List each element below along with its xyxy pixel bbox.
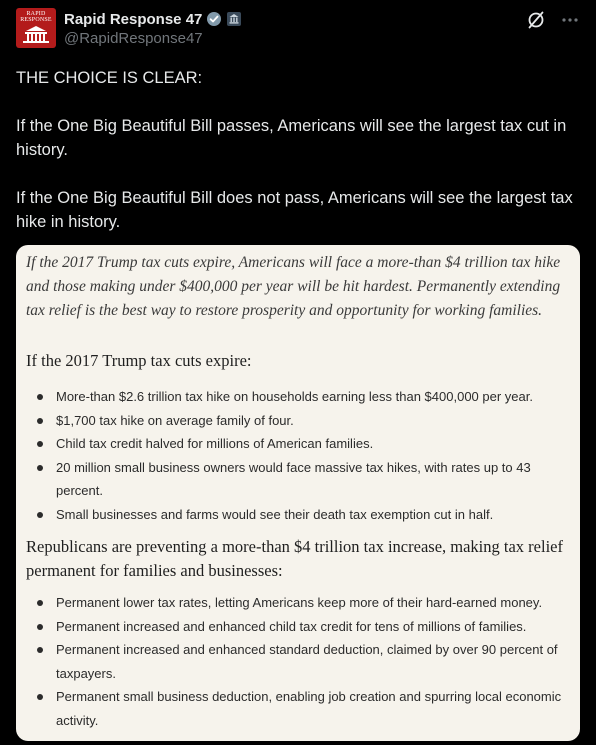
list-item: Child tax credit halved for millions of American families. [34, 432, 574, 456]
post-paragraph: If the One Big Beautiful Bill does not pass, Americans will see the largest tax hike in history. [16, 189, 573, 231]
expire-bullet-list [34, 385, 574, 526]
media-heading-expire: If the 2017 Trump tax cuts expire: [26, 351, 252, 370]
list-item: 20 million small business owners would face massive tax hikes, with rates up to 43 percent. [34, 456, 574, 503]
list-item: Small businesses and farms would see their death tax exemption cut in half. [34, 503, 574, 527]
list-item: $1,700 tax hike on average family of four. [34, 409, 574, 433]
list-item: Permanent increased and enhanced standard deduction, claimed by over 90 percent of taxpayers. [34, 638, 574, 685]
author-handle[interactable]: @RapidResponse47 [64, 30, 203, 47]
list-item: Permanent lower tax rates, letting Americans keep more of their hard-earned money. [34, 591, 574, 615]
media-intro-text: If the 2017 Trump tax cuts expire, Americans will face a more-than $4 trillion tax hike and those making under $400,000 per year will be hit hardest. Permanently extending tax relief is the best way to restore prosperity and opportunity for working families. [26, 254, 561, 319]
author-names [64, 9, 242, 47]
display-name[interactable]: Rapid Response 47 [64, 10, 203, 28]
list-item: More-than $2.6 trillion tax hike on households earning less than $400,000 per year. [34, 385, 574, 409]
media-heading-republicans: Republicans are preventing a more-than $4 trillion tax increase, making tax relief permanent for families and businesses: [26, 537, 563, 580]
avatar[interactable] [16, 8, 56, 48]
grok-icon[interactable] [526, 10, 546, 30]
post-paragraph: If the One Big Beautiful Bill passes, Americans will see the largest tax cut in history. [16, 117, 567, 159]
post-paragraph: THE CHOICE IS CLEAR: [16, 69, 203, 87]
post-actions [526, 10, 580, 30]
white-house-logo-icon [22, 25, 50, 45]
list-item: Permanent increased and enhanced child tax credit for tens of millions of families. [34, 615, 574, 639]
post-header [16, 8, 580, 52]
more-icon[interactable] [560, 10, 580, 30]
verified-badge-icon[interactable] [206, 11, 222, 27]
list-item: Permanent small business deduction, enabling job creation and spurring local economic activity. [34, 685, 574, 732]
post-body [16, 66, 584, 258]
avatar-logo-text: RAPID RESPONSE [20, 11, 52, 23]
permanent-bullet-list [34, 591, 574, 732]
government-affiliate-icon[interactable] [226, 11, 242, 27]
post-media-image[interactable] [16, 245, 580, 741]
